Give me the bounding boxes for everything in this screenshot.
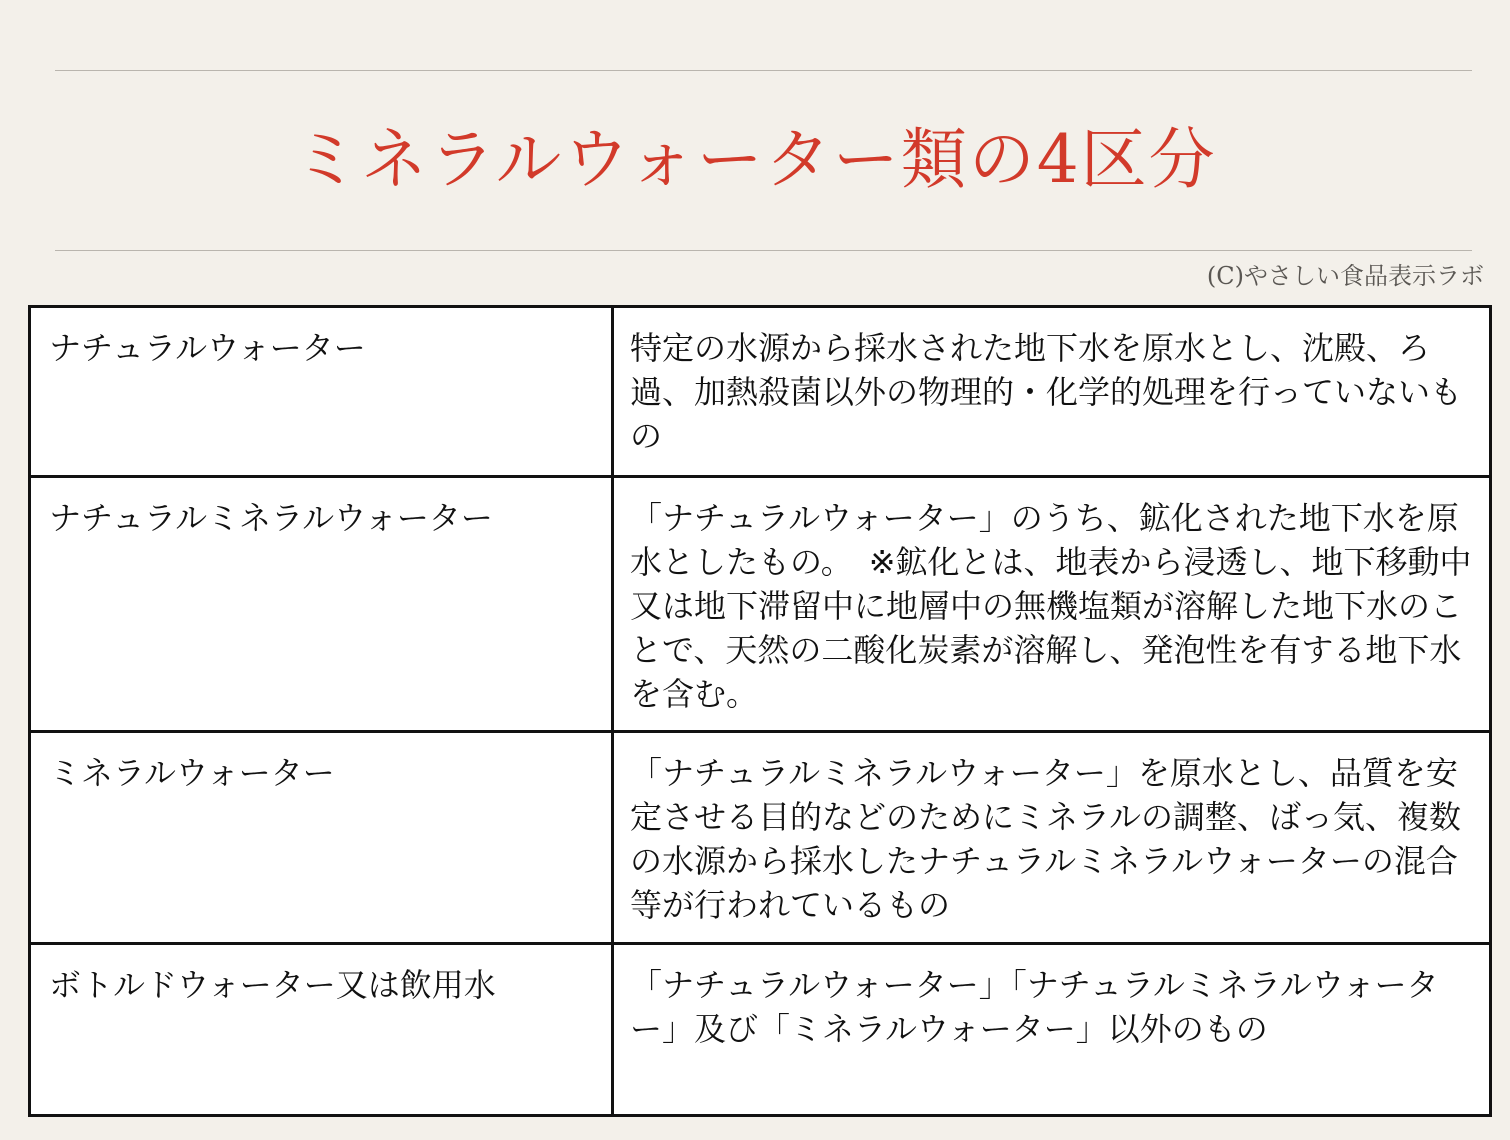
category-name-cell: ナチュラルウォーター: [30, 307, 613, 477]
category-name-cell: ミネラルウォーター: [30, 732, 613, 944]
category-description-cell: 「ナチュラルウォーター」のうち、鉱化された地下水を原水としたもの。 ※鉱化とは、地表から浸透し、地下移動中又は地下滞留中に地層中の無機塩類が溶解した地下水のことで、天然の二酸化炭素が溶解し、発泡性を有する地下水を含む。: [613, 477, 1491, 732]
category-description-cell: 「ナチュラルミネラルウォーター」を原水とし、品質を安定させる目的などのためにミネラルの調整、ばっ気、複数の水源から採水したナチュラルミネラルウォーターの混合等が行われているもの: [613, 732, 1491, 944]
category-name-cell: ボトルドウォーター又は飲用水: [30, 944, 613, 1116]
copyright-credit: (C)やさしい食品表示ラボ: [1206, 262, 1484, 290]
slide-title: ミネラルウォーター類の4区分: [293, 121, 1217, 198]
bottom-divider: [55, 250, 1472, 251]
table-row: [30, 944, 1491, 1116]
category-description-cell: 特定の水源から採水された地下水を原水とし、沈殿、ろ過、加熱殺菌以外の物理的・化学的処理を行っていないもの: [613, 307, 1491, 477]
classification-table-grid: [28, 305, 1492, 1117]
table-row: [30, 477, 1491, 732]
category-description-cell: 「ナチュラルウォーター」「ナチュラルミネラルウォーター」及び「ミネラルウォーター」以外のもの: [613, 944, 1491, 1116]
classification-table: [28, 305, 1492, 1114]
category-name-cell: ナチュラルミネラルウォーター: [30, 477, 613, 732]
table-row: [30, 732, 1491, 944]
table-row: [30, 307, 1491, 477]
top-divider: [55, 70, 1472, 71]
